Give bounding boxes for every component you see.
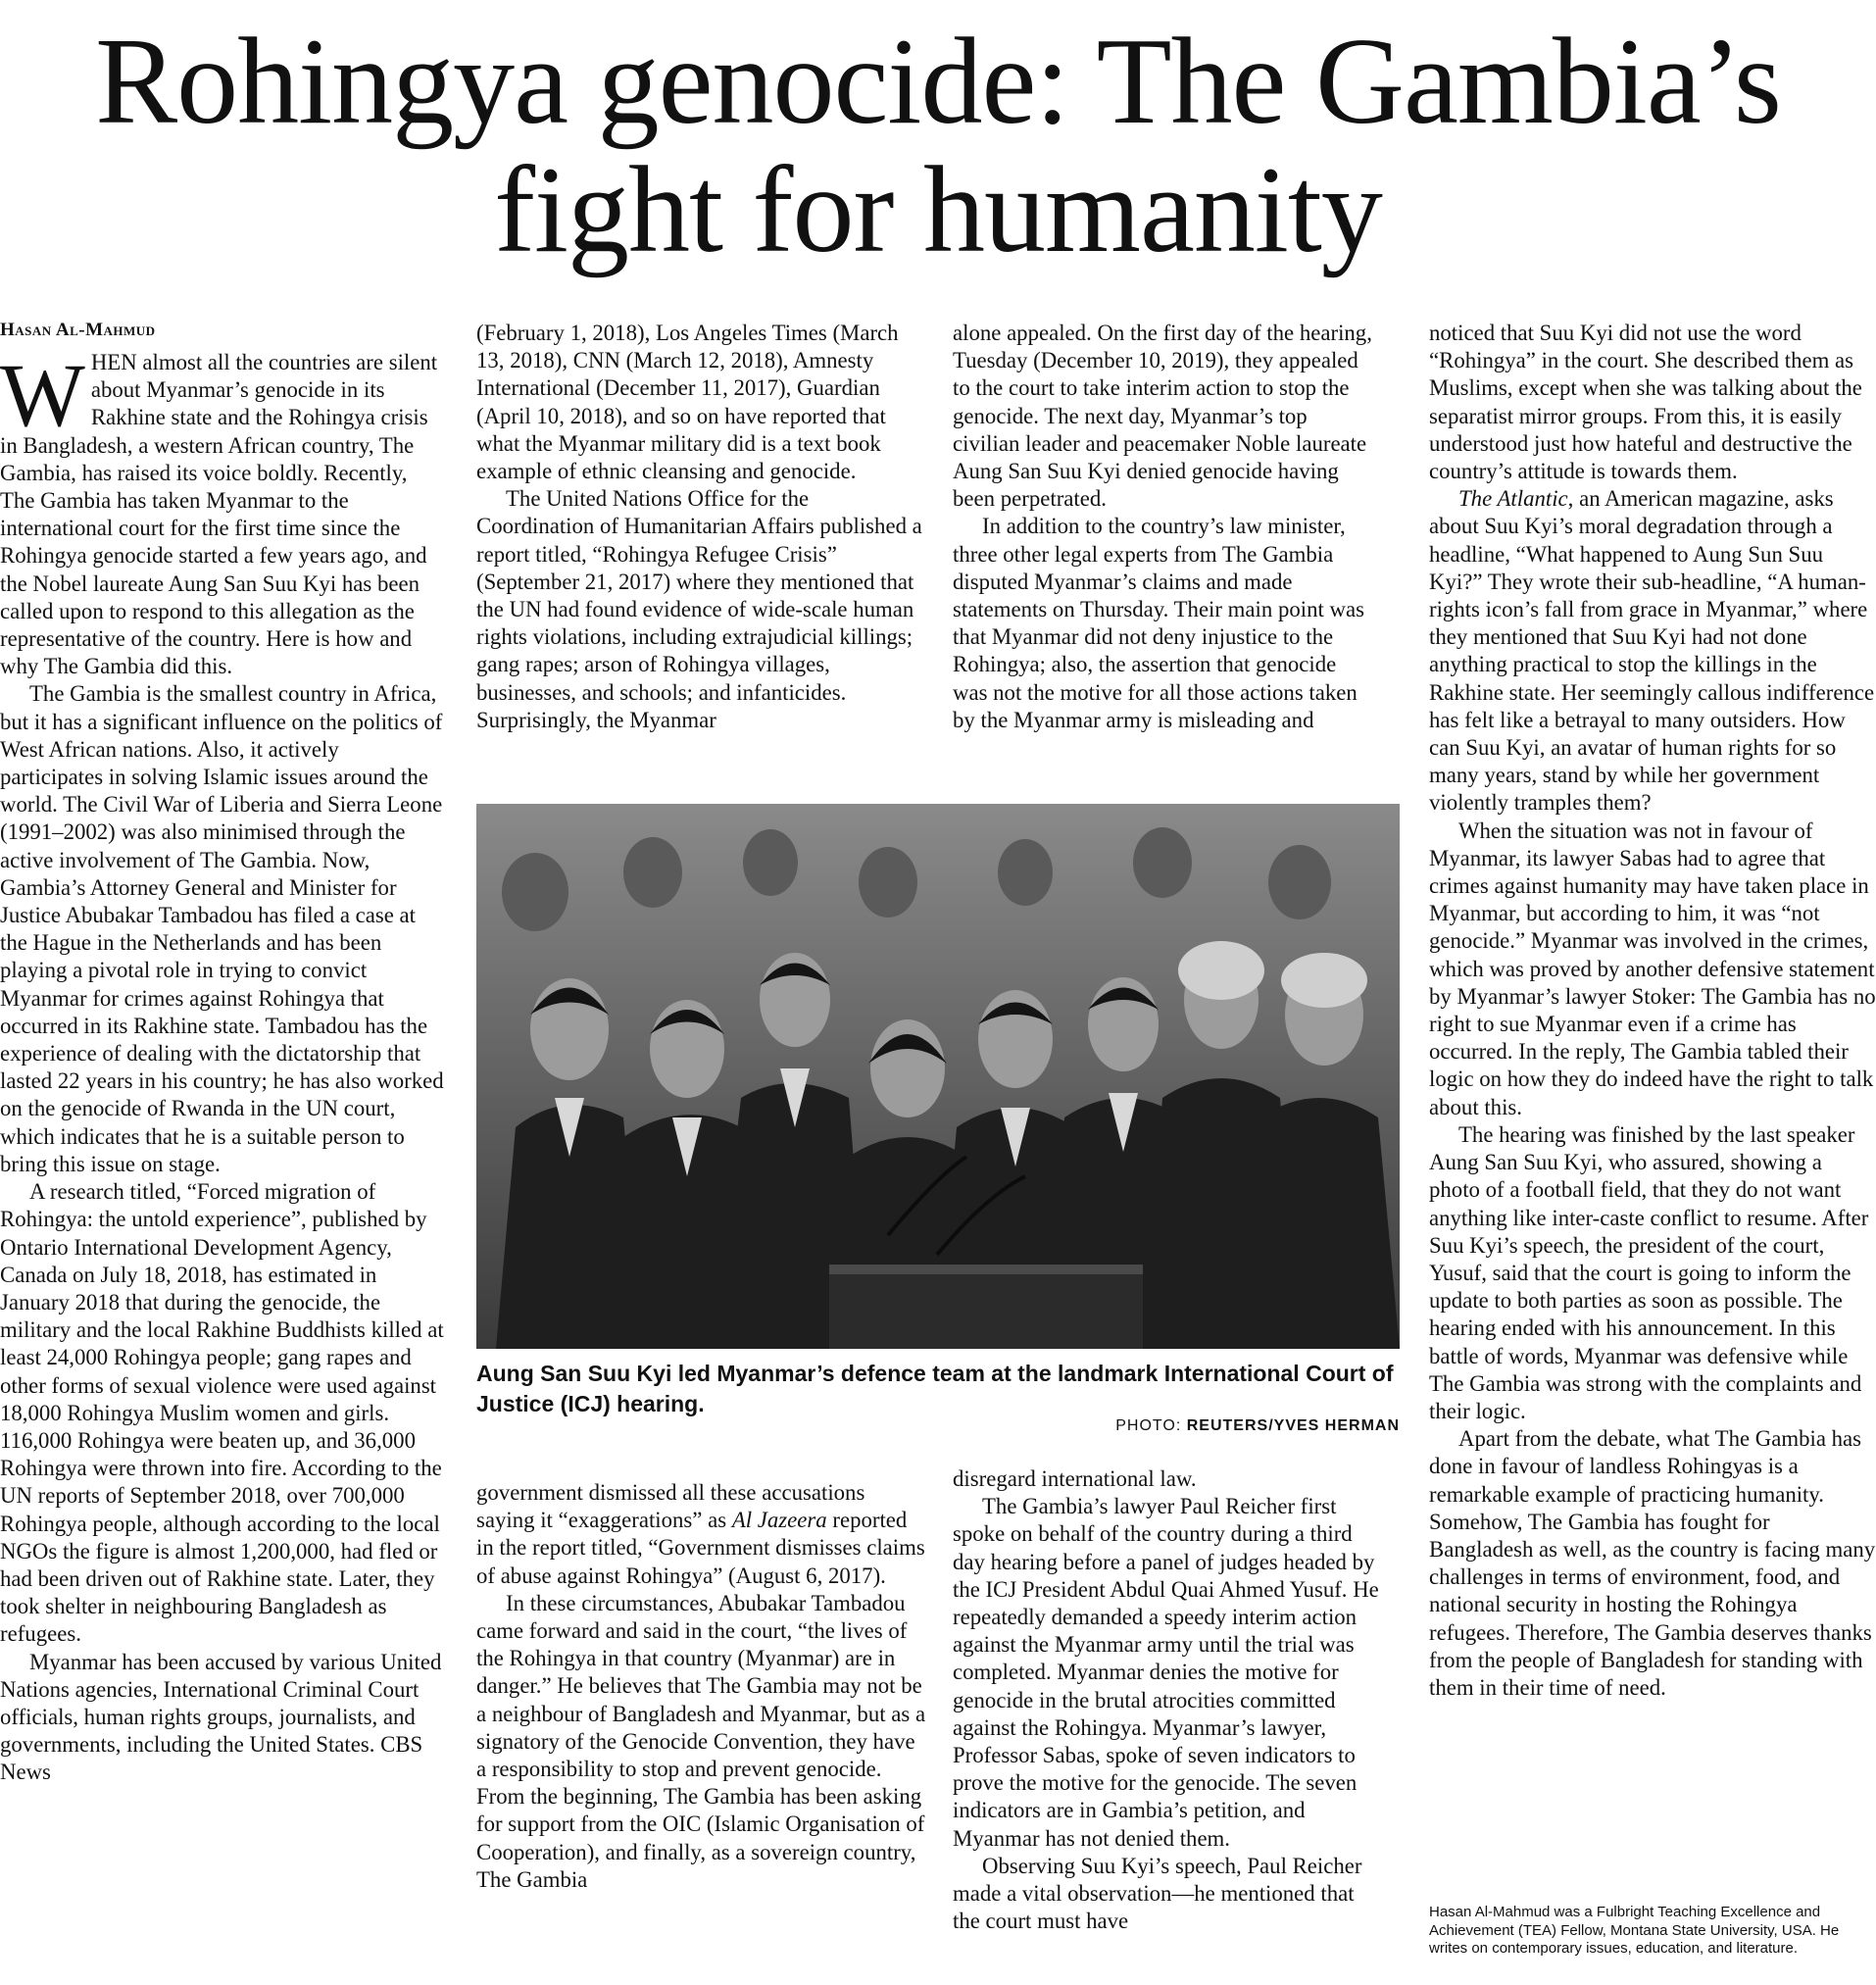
author-bio: Hasan Al-Mahmud was a Fulbright Teaching Excellence and Achievement (TEA) Fellow, Montana State University, USA. He writes on contemporary issues, education, and literature. (1429, 1904, 1840, 1957)
paragraph: noticed that Suu Kyi did not use the word “Rohingya” in the court. She described them as Muslims, except when she was talking about the separatist mirror groups. From this, it is easily understood just how hateful and destructive the country’s attitude is towards them. (1429, 321, 1862, 484)
paragraph: The hearing was finished by the last speaker Aung San Suu Kyi, who assured, showing a photo of a football field, that they do not want anything like inter-caste conflict to resume. After Suu Kyi’s speech, the president of the court, Yusuf, said that the court is going to inform the update to both parties as soon as possible. The hearing ended with his announcement. In this battle of words, Myanmar was defensive while The Gambia was strong with the complaints and their logic. (1429, 1121, 1869, 1423)
author-byline: Hasan Al-Mahmud (0, 320, 156, 340)
paragraph: disregard international law. (953, 1466, 1197, 1491)
paragraph (1429, 485, 1876, 817)
paragraph: The Gambia is the smallest country in Africa, but it has a significant influence on the politics of West African nations. Also, it actively participates in solving Islamic issues around the world. The Civil War of Liberia and Sierra Leone (1991–2002) was also minimised through the active involvement of The Gambia. Now, Gambia’s Attorney General and Minister for Justice Abubakar Tambadou has filed a case at the Hague in the Netherlands and has been playing a pivotal role in trying to convict Myanmar for crimes against Rohingya that occurred in its Rakhine state. Tambadou has the experience of dealing with the dictatorship that lasted 22 years in his country; he has also worked on the genocide of Rwanda in the UN court, which indicates that he is a suitable person to bring this issue on stage. (0, 681, 444, 1176)
publication-name: Al Jazeera (731, 1508, 827, 1533)
paragraph: In these circumstances, Abubakar Tambadou came forward and said in the court, “the lives of the Rohingya in that country (Myanmar) are in danger.” He believes that The Gambia may not be a neighbour of Bangladesh and Myanmar, but as a signatory of the Genocide Convention, they have a responsibility to stop and prevent genocide. From the beginning, The Gambia has been asking for support from the OIC (Islamic Organisation of Cooperation), and finally, as a sovereign country, The Gambia (476, 1590, 926, 1892)
paragraph: The United Nations Office for the Coordination of Humanitarian Affairs published a report titled, “Rohingya Refugee Crisis” (September 21, 2017) where they mentioned that the UN had found evidence of wide-scale human rights violations, including extrajudicial killings; gang rapes; arson of Rohingya villages, businesses, and schools; and infanticides. Surprisingly, the Myanmar (476, 486, 922, 732)
headline-line-2: fight for humanity (494, 142, 1382, 278)
article-column-4 (1429, 320, 1876, 1702)
article-column-2-bottom (476, 1479, 927, 1894)
courtroom-photo (476, 804, 1400, 1349)
article-column-2-top (476, 320, 927, 734)
article-column-1 (0, 345, 447, 1787)
photo-credit-label: PHOTO: (1115, 1417, 1182, 1434)
paragraph: A research titled, “Forced migration of Rohingya: the untold experience”, published by Ontario International Development Agency, Canada on July 18, 2018, has estimated in January 2018 that during the genocide, the military and the local Rakhine Buddhists killed at least 24,000 Rohingya people; gang rapes and other forms of sexual violence were used against 18,000 Rohingya Muslim women and girls. 116,000 Rohingya were beaten up, and 36,000 Rohingya were thrown into fire. According to the UN reports of September 2018, over 700,000 Rohingya people, although according to the local NGOs the figure is almost 1,200,000, had fled or had been driven out of Rakhine state. Later, they took shelter in neighbouring Bangladesh as refugees. (0, 1179, 444, 1647)
drop-cap: W (0, 345, 85, 445)
photo-credit-name: REUTERS/YVES HERMAN (1186, 1417, 1400, 1434)
paragraph (476, 1479, 927, 1590)
lead-paragraph (0, 345, 447, 680)
paragraph: When the situation was not in favour of Myanmar, its lawyer Sabas had to agree that crimes against humanity may have taken place in Myanmar, but according to him, it was “not genocide.” Myanmar was involved in the crimes, which was proved by another defensive statement by Myanmar’s lawyer Stoker: The Gambia has no right to sue Myanmar even if a crime has occurred. In the reply, The Gambia tabled their logic on how they do indeed have the right to talk about this. (1429, 818, 1876, 1119)
paragraph: In addition to the country’s law minister, three other legal experts from The Gambia disputed Myanmar’s claims and made statements on Thursday. Their main point was that Myanmar did not deny injustice to the Rohingya; also, the assertion that genocide was not the motive for all those actions taken by the Myanmar army is misleading and (953, 514, 1364, 732)
text-run: reported in the report titled, “Government dismisses claims of abuse against Rohingya” (August 6, 2017). (476, 1508, 925, 1588)
photo-caption: Aung San Suu Kyi led Myanmar’s defence team at the landmark International Court of Justice (ICJ) hearing. (476, 1361, 1394, 1416)
paragraph: Apart from the debate, what The Gambia has done in favour of landless Rohingyas is a remarkable example of practicing humanity. Somehow, The Gambia has fought for Bangladesh as well, as the country is facing many challenges in terms of environment, food, and national security in hosting the Rohingya refugees. Therefore, The Gambia deserves thanks from the people of Bangladesh for standing with them in their time of need. (1429, 1426, 1876, 1700)
headline (0, 0, 1876, 278)
article-column-3-bottom (953, 1465, 1384, 1935)
article-column-3-top (953, 320, 1374, 734)
paragraph: alone appealed. On the first day of the hearing, Tuesday (December 10, 2019), they appealed to the court to take interim action to stop the genocide. The next day, Myanmar’s top civilian leader and peacemaker Noble laureate Aung San Suu Kyi denied genocide having been perpetrated. (953, 321, 1372, 512)
headline-line-1: Rohingya genocide: The Gambia’s (95, 14, 1781, 150)
paragraph: Observing Suu Kyi’s speech, Paul Reicher made a vital observation—he mentioned that the court must have (953, 1853, 1362, 1934)
paragraph: The Gambia’s lawyer Paul Reicher first spoke on behalf of the country during a third day hearing before a panel of judges headed by the ICJ President Abdul Quai Ahmed Yusuf. He repeatedly demanded a speedy interim action against the Myanmar army until the trial was completed. Myanmar denies the motive for genocide in the brutal atrocities committed against the Rohingya. Myanmar’s lawyer, Professor Sabas, spoke of seven indicators to prove the motive for the genocide. The seven indicators are in Gambia’s petition, and Myanmar has not denied them. (953, 1494, 1379, 1851)
text-run: , an American magazine, asks about Suu Kyi’s moral degradation through a headline, “What happened to Aung Sun Suu Kyi?” They wrote their sub-headline, “A human-rights icon’s fall from grace in Myanmar,” where they mentioned that Suu Kyi had not done anything practical to stop the killings in the Rakhine state. Her seemingly callous indifference has felt like a betrayal to many outsiders. How can Suu Kyi, an avatar of human rights for so many years, stand by while her government violently tramples them? (1429, 486, 1875, 816)
photo-credit (1115, 1417, 1400, 1435)
publication-name: The Atlantic (1458, 486, 1568, 512)
paragraph: (February 1, 2018), Los Angeles Times (March 13, 2018), CNN (March 12, 2018), Amnesty International (December 11, 2017), Guardian (April 10, 2018), and so on have reported that what the Myanmar military did is a text book example of ethnic cleansing and genocide. (476, 321, 899, 484)
lead-text: HEN almost all the countries are silent about Myanmar’s genocide in its Rakhine state and the Rohingya crisis in Bangladesh, a western African country, The Gambia, has raised its voice boldly. Recently, The Gambia has taken Myanmar to the international court for the first time since the Rohingya genocide started a few years ago, and the Nobel laureate Aung San Suu Kyi has been called upon to respond to this allegation as the representative of the country. Here is how and why The Gambia did this. (0, 350, 438, 679)
courtroom-photo-illustration (476, 804, 1400, 1349)
paragraph: Myanmar has been accused by various United Nations agencies, International Criminal Court officials, human rights groups, journalists, and governments, including the United States. CBS News (0, 1649, 442, 1785)
text-run: government dismissed all these accusations saying it “exaggerations” as (476, 1480, 865, 1533)
